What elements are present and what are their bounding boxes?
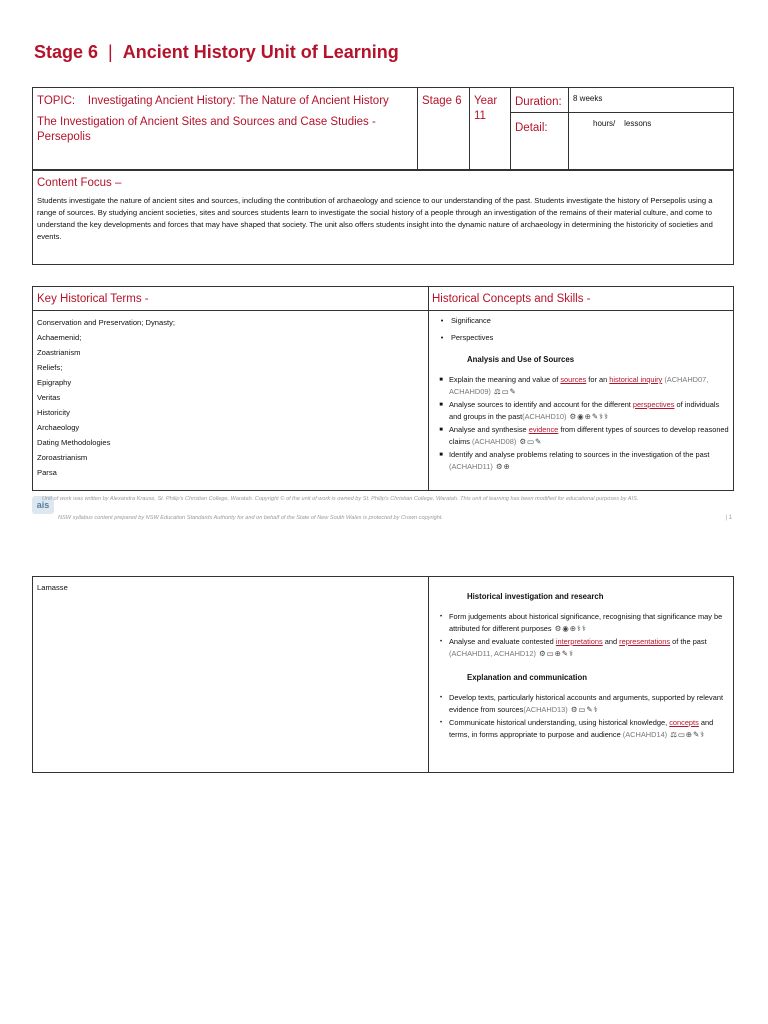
- skill-text-part: and: [602, 637, 620, 646]
- analysis-heading: Analysis and Use of Sources: [467, 355, 575, 364]
- glossary-link[interactable]: evidence: [528, 425, 559, 434]
- topic-table: [32, 87, 734, 170]
- skill-text-part: of the past: [670, 637, 707, 646]
- syllabus-code: (ACHAHD08): [469, 437, 517, 446]
- investigation-heading: Historical investigation and research: [467, 592, 604, 601]
- values-cell: [569, 88, 734, 170]
- page-number: | 1: [725, 515, 732, 521]
- skill-text-part: Identify and analyse problems relating to sources in the investigation of the past: [449, 450, 710, 459]
- skills-column: [433, 591, 729, 742]
- explanation-heading: Explanation and communication: [467, 673, 587, 682]
- skill-item: [433, 717, 729, 741]
- skill-text: [449, 449, 729, 473]
- capability-icons: ⚖▭✎: [490, 387, 517, 396]
- stage-label: Stage 6: [34, 42, 99, 62]
- glossary-link[interactable]: representations: [619, 637, 671, 646]
- key-term: Dating Methodologies: [37, 438, 111, 447]
- glossary-link[interactable]: concepts: [669, 718, 699, 727]
- skill-text: [449, 374, 729, 398]
- topic-subtitle: The Investigation of Ancient Sites and Sources and Case Studies - Persepolis: [37, 116, 376, 143]
- skill-text: [449, 692, 729, 716]
- key-term: Achaemenid;: [37, 333, 82, 342]
- skill-text-part: Form judgements about historical significance, recognising that significance may be attributed for different purposes: [449, 612, 723, 633]
- bullet-icon: •: [439, 639, 443, 645]
- continuation-section: [32, 576, 734, 773]
- content-focus-box: [32, 170, 734, 265]
- skill-text-part: Analyse sources to identify and account for the different: [449, 400, 633, 409]
- syllabus-code: (ACHAHD11, ACHAHD12): [449, 649, 536, 658]
- capability-icons: ⚙▭✎⚕: [567, 705, 599, 714]
- bullet-icon: ■: [439, 402, 443, 408]
- concept-bullet: • Significance: [433, 315, 729, 327]
- bullet-icon: •: [439, 614, 443, 620]
- glossary-link[interactable]: interpretations: [555, 637, 603, 646]
- concept-bullet: • Perspectives: [433, 332, 729, 344]
- bullet-icon: ■: [439, 452, 443, 458]
- topic-cell: [33, 88, 418, 170]
- skill-text-part: Explain the meaning and value of: [449, 375, 561, 384]
- skill-item: [433, 611, 729, 635]
- bullet-icon: ■: [439, 377, 443, 383]
- capability-icons: ⚙◉⊕⚕⚕: [551, 624, 587, 633]
- bullet-icon: •: [440, 316, 444, 325]
- duration-label: Duration:: [511, 88, 568, 113]
- detail-label: Detail:: [515, 122, 548, 134]
- key-term: Conservation and Preservation; Dynasty;: [37, 318, 176, 327]
- bullet-icon: ■: [439, 427, 443, 433]
- analysis-list: [433, 374, 729, 473]
- duration-value: 8 weeks: [569, 88, 733, 113]
- key-term: Veritas: [37, 393, 61, 402]
- key-term: Parsa: [37, 468, 57, 477]
- skill-text-part: of individuals and groups in the past: [449, 400, 720, 421]
- key-term: Archaeology: [37, 423, 80, 432]
- content-focus-heading: Content Focus –: [37, 177, 122, 189]
- detail-value: hours/ lessons: [593, 119, 652, 128]
- stage-cell: Stage 6: [418, 88, 470, 170]
- concepts-heading: Historical Concepts and Skills -: [432, 293, 591, 305]
- skill-item: [433, 424, 729, 448]
- unit-title: Ancient History Unit of Learning: [122, 42, 399, 62]
- capability-icons: ⚙▭✎: [516, 437, 543, 446]
- key-term: Lamasse: [37, 583, 68, 592]
- skill-text: [449, 399, 729, 423]
- skill-text-part: Develop texts, particularly historical accounts and arguments, supported by relevant evidence from sources: [449, 693, 724, 714]
- key-term: Reliefs;: [37, 363, 63, 372]
- skill-text: [449, 636, 729, 660]
- investigation-list: [433, 611, 729, 660]
- glossary-link[interactable]: sources: [560, 375, 587, 384]
- glossary-link[interactable]: historical inquiry: [609, 375, 663, 384]
- capability-icons: ⚖▭⊕✎⚕: [667, 730, 706, 739]
- skill-text: [449, 717, 729, 741]
- syllabus-code: (ACHAHD10): [522, 412, 567, 421]
- labels-cell: [511, 88, 569, 170]
- footer-copyright: NSW syllabus content prepared by NSW Education Standards Authority for and on behalf of the State of New South Wales is protected by Crown copyright.: [58, 515, 443, 521]
- topic-title: TOPIC: Investigating Ancient History: The Nature of Ancient History: [37, 95, 389, 107]
- key-term: Zoastrianism: [37, 348, 81, 357]
- concepts-column: [433, 315, 729, 474]
- key-terms-heading: Key Historical Terms -: [37, 293, 149, 305]
- key-term: Zoroastrianism: [37, 453, 88, 462]
- footer-credit: Unit of work was written by Alexandra Krause, St. Philip's Christian College, Waratah. Copyright © of the unit of work is owned by St. Philip's Christian College, Waratah. This unit of learning has been modified for educational purposes by AIS.: [42, 496, 639, 502]
- skill-item: [433, 692, 729, 716]
- skill-text: [449, 611, 729, 635]
- column-divider: [428, 577, 429, 772]
- key-terms-section: [32, 286, 734, 491]
- key-terms-list: [37, 315, 175, 480]
- page-title: [34, 42, 399, 63]
- syllabus-code: (ACHAHD11): [449, 462, 493, 471]
- key-term: Epigraphy: [37, 378, 72, 387]
- capability-icons: ⚙◉⊕✎⚕⚕: [566, 412, 610, 421]
- content-focus-body: Students investigate the nature of ancient sites and sources, including the contribution of archaeology and science to our understanding of the past. Students investigate the history of Persepolis using a range of sources. By studying ancient societies, sites and sources students learn to investigate the social history of a people through an investigation of the remains of their material culture, and come to understand the key developments and forces that may have shaped that society. The unit also offers students insight into the dynamic nature of archaeology in determining the historicity of societies and events.: [37, 196, 713, 241]
- skill-text-part: and terms, in forms appropriate to purpose and audience: [449, 718, 714, 739]
- capability-icons: ⚙⊕: [492, 462, 511, 471]
- syllabus-code: (ACHAHD13): [523, 705, 568, 714]
- ais-logo: ais: [32, 496, 54, 514]
- bullet-icon: •: [439, 695, 443, 701]
- explanation-list: [433, 692, 729, 741]
- bullet-icon: •: [440, 333, 444, 342]
- skill-item: [433, 449, 729, 473]
- capability-icons: ⚙▭⊕✎⚕: [535, 649, 574, 658]
- syllabus-code: (ACHAHD07, ACHAHD09): [449, 375, 709, 396]
- skill-text-part: from different types of sources to develop reasoned claims: [449, 425, 729, 446]
- glossary-link[interactable]: perspectives: [632, 400, 675, 409]
- skill-item: [433, 636, 729, 660]
- skill-text-part: Analyse and synthesise: [449, 425, 529, 434]
- bullet-icon: •: [439, 720, 443, 726]
- row-divider: [33, 310, 733, 311]
- page-footer: [32, 494, 734, 524]
- title-separator: |: [108, 42, 113, 62]
- syllabus-code: (ACHAHD14): [620, 730, 668, 739]
- skill-item: [433, 374, 729, 398]
- skill-text: [449, 424, 729, 448]
- skill-item: [433, 399, 729, 423]
- skill-text-part: for an: [586, 375, 610, 384]
- column-divider: [428, 287, 429, 490]
- skill-text-part: Analyse and evaluate contested: [449, 637, 556, 646]
- skill-text-part: Communicate historical understanding, using historical knowledge,: [449, 718, 670, 727]
- key-term: Historicity: [37, 408, 70, 417]
- year-cell: Year 11: [470, 88, 511, 170]
